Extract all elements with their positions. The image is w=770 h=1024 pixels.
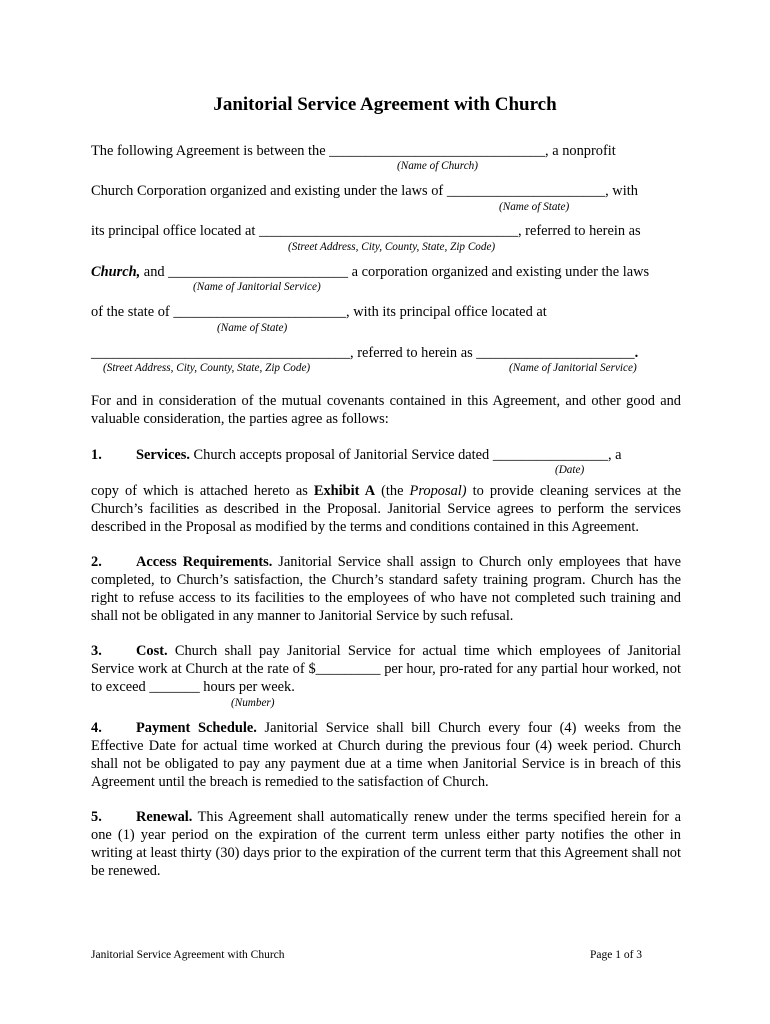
church-defined-term: Church, bbox=[91, 264, 141, 280]
section-3-text: Church shall pay Janitorial Service for actual time which employees of Janitorial Service work at Church at the rate of $_________ per hour, pro-rated for any partial hour worked, not to exceed _______ hours per week. bbox=[91, 643, 681, 695]
intro-line-6-period: . bbox=[634, 345, 639, 361]
number-note: (Number) bbox=[231, 697, 275, 709]
section-2-heading: Access Requirements. bbox=[136, 554, 273, 570]
section-5-paragraph bbox=[91, 808, 681, 880]
name-of-church-note: (Name of Church) bbox=[397, 160, 478, 172]
section-5-heading: Renewal. bbox=[136, 809, 193, 825]
address-note-2: (Street Address, City, County, State, Zip Code) bbox=[103, 362, 311, 374]
section-1-text-b: (the bbox=[375, 483, 410, 499]
section-4-paragraph bbox=[91, 719, 681, 791]
section-4-text: Janitorial Service shall bill Church every four (4) weeks from the Effective Date for actual time worked at Church during the previous four (4) week period. Church shall not be obligated to pay any payment due at a time when Janitorial Service is in breach of this Agreement until the breach is remedied to the satisfaction of Church. bbox=[91, 720, 681, 790]
section-1-number: 1. bbox=[91, 447, 102, 463]
footer-title: Janitorial Service Agreement with Church bbox=[91, 949, 285, 961]
section-1-text-a: copy of which is attached hereto as bbox=[91, 483, 314, 499]
exhibit-a-label: Exhibit A bbox=[313, 483, 376, 499]
proposal-defined-term: Proposal) bbox=[409, 483, 467, 499]
intro-line-6 bbox=[91, 344, 681, 362]
section-1-heading-line bbox=[91, 446, 681, 464]
section-5-number: 5. bbox=[91, 809, 102, 825]
section-3-paragraph bbox=[91, 642, 681, 696]
section-4-number: 4. bbox=[91, 720, 102, 736]
intro-line-2: Church Corporation organized and existing under the laws of ______________________, with bbox=[91, 183, 638, 199]
section-5-text: This Agreement shall automatically renew under the terms specified herein for a one (1) year period on the expiration of the current term unless either party notifies the other in writing at least thirty (30) days prior to the expiration of the current term that this Agreement shall not be renewed. bbox=[91, 809, 681, 879]
state-name-note: (Name of State) bbox=[217, 322, 288, 334]
intro-line-3: its principal office located at ____________________________________, referred to herein as bbox=[91, 223, 641, 239]
janitorial-service-name-note: (Name of Janitorial Service) bbox=[193, 281, 321, 293]
section-1-body bbox=[91, 482, 681, 536]
address-note: (Street Address, City, County, State, Zip Code) bbox=[288, 241, 496, 253]
intro-line-1: The following Agreement is between the ______________________________, a nonprofit bbox=[91, 143, 616, 159]
section-1-heading: Services. bbox=[136, 447, 190, 463]
section-2-number: 2. bbox=[91, 554, 102, 570]
janitorial-service-name-note-2: (Name of Janitorial Service) bbox=[509, 362, 637, 374]
name-of-state-note: (Name of State) bbox=[499, 201, 570, 213]
date-note: (Date) bbox=[555, 464, 585, 476]
intro-line-4-text: and _________________________ a corporation organized and existing under the laws bbox=[140, 264, 650, 280]
section-4-heading: Payment Schedule. bbox=[136, 720, 257, 736]
section-1-text-c: to provide cleaning services at the Church’s facilities as described in the Proposal. Janitorial Service agrees to perform the services described in the Proposal as modified by the terms and conditions contained in this Agreement. bbox=[91, 483, 681, 535]
intro-line-5: of the state of ________________________, with its principal office located at bbox=[91, 304, 547, 320]
section-2-text: Janitorial Service shall assign to Church only employees that have completed, to Church’s satisfaction, the Church’s standard safety training program. Church has the right to refuse access to its facilities to the employees of who have not completed such training and shall not be obligated in any manner to Janitorial Service by such refusal. bbox=[91, 554, 681, 624]
section-3-heading: Cost. bbox=[136, 643, 168, 659]
section-3-number: 3. bbox=[91, 643, 102, 659]
section-1-line-1: Church accepts proposal of Janitorial Service dated ________________, a bbox=[189, 447, 622, 463]
consideration-paragraph: For and in consideration of the mutual covenants contained in this Agreement, and other good and valuable consideration, the parties agree as follows: bbox=[91, 393, 681, 427]
section-2-paragraph bbox=[91, 553, 681, 625]
document-title: Janitorial Service Agreement with Church bbox=[213, 94, 557, 115]
page-number: Page 1 of 3 bbox=[590, 949, 643, 961]
intro-line-4 bbox=[91, 263, 681, 281]
intro-line-6-text: ____________________________________, referred to herein as ______________________ bbox=[91, 345, 635, 361]
